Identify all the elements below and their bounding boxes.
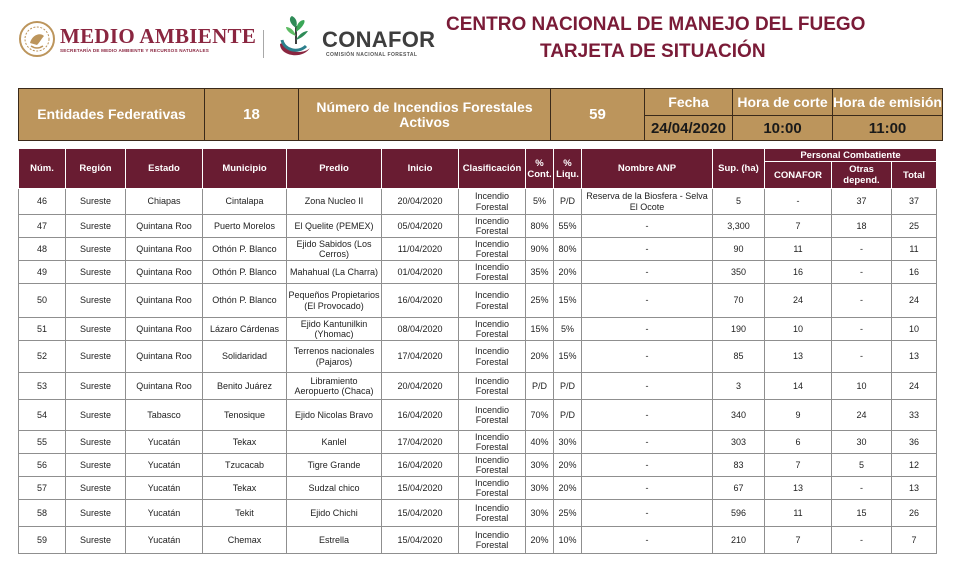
cell-estado: Quintana Roo — [126, 261, 203, 284]
cell-municipio: Lázaro Cárdenas — [203, 318, 287, 341]
cell-estado: Yucatán — [126, 454, 203, 477]
cell-predio: Zona Nucleo II — [287, 189, 382, 215]
table-row — [19, 431, 937, 454]
cell-anp: - — [582, 341, 713, 373]
cell-clasificacion: Incendio Forestal — [459, 215, 526, 238]
cell-inicio: 15/04/2020 — [382, 527, 459, 554]
cell-otras: 30 — [832, 431, 892, 454]
cell-num: 52 — [19, 341, 66, 373]
cell-anp: - — [582, 261, 713, 284]
cell-conafor: 14 — [765, 373, 832, 400]
table-row — [19, 400, 937, 431]
cell-region: Sureste — [66, 400, 126, 431]
header-estado: Estado — [126, 149, 203, 189]
cell-liqu: P/D — [554, 189, 582, 215]
cell-total: 16 — [892, 261, 937, 284]
page-header — [0, 0, 961, 84]
entidades-value: 18 — [205, 89, 299, 141]
cell-conafor: - — [765, 189, 832, 215]
page-title: CENTRO NACIONAL DE MANEJO DEL FUEGO — [446, 14, 866, 35]
header-sup: Sup. (ha) — [713, 149, 765, 189]
conafor-logo — [272, 14, 442, 62]
cell-sup: 5 — [713, 189, 765, 215]
cell-sup: 350 — [713, 261, 765, 284]
header-region: Región — [66, 149, 126, 189]
cell-conafor: 16 — [765, 261, 832, 284]
cell-clasificacion: Incendio Forestal — [459, 527, 526, 554]
table-row — [19, 341, 937, 373]
logo-divider — [263, 30, 264, 58]
cell-conafor: 7 — [765, 527, 832, 554]
fecha-value: 24/04/2020 — [645, 116, 733, 141]
table-row — [19, 238, 937, 261]
cell-liqu: 30% — [554, 431, 582, 454]
cell-clasificacion: Incendio Forestal — [459, 454, 526, 477]
cell-anp: - — [582, 318, 713, 341]
cell-predio: Pequeños Propietarios (El Provocado) — [287, 284, 382, 318]
cell-anp: - — [582, 400, 713, 431]
cell-inicio: 01/04/2020 — [382, 261, 459, 284]
header-cont: % Cont. — [526, 149, 554, 189]
cell-liqu: P/D — [554, 400, 582, 431]
summary-table — [18, 88, 943, 141]
cell-municipio: Tenosique — [203, 400, 287, 431]
cell-region: Sureste — [66, 454, 126, 477]
cell-municipio: Benito Juárez — [203, 373, 287, 400]
cell-conafor: 10 — [765, 318, 832, 341]
cell-liqu: 15% — [554, 284, 582, 318]
cell-total: 37 — [892, 189, 937, 215]
fires-table-body — [19, 189, 937, 554]
cell-municipio: Cintalapa — [203, 189, 287, 215]
cell-otras: 18 — [832, 215, 892, 238]
table-row — [19, 318, 937, 341]
cell-region: Sureste — [66, 341, 126, 373]
cell-estado: Quintana Roo — [126, 215, 203, 238]
header-liqu: % Liqu. — [554, 149, 582, 189]
medio-ambiente-title: MEDIO AMBIENTE — [60, 24, 257, 48]
mexico-seal-icon — [18, 20, 56, 58]
cell-cont: 40% — [526, 431, 554, 454]
cell-sup: 190 — [713, 318, 765, 341]
cell-municipio: Tzucacab — [203, 454, 287, 477]
cell-cont: 30% — [526, 477, 554, 500]
incendios-label: Número de Incendios Forestales Activos — [299, 89, 551, 141]
cell-inicio: 16/04/2020 — [382, 454, 459, 477]
cell-predio: Ejido Nicolas Bravo — [287, 400, 382, 431]
cell-clasificacion: Incendio Forestal — [459, 477, 526, 500]
cell-inicio: 17/04/2020 — [382, 431, 459, 454]
cell-inicio: 20/04/2020 — [382, 189, 459, 215]
hora-emision-value: 11:00 — [833, 116, 943, 141]
table-row — [19, 284, 937, 318]
cell-clasificacion: Incendio Forestal — [459, 431, 526, 454]
cell-num: 49 — [19, 261, 66, 284]
cell-estado: Quintana Roo — [126, 238, 203, 261]
header-inicio: Inicio — [382, 149, 459, 189]
cell-total: 7 — [892, 527, 937, 554]
cell-anp: - — [582, 454, 713, 477]
header-personal: Personal Combatiente — [765, 149, 937, 162]
cell-estado: Quintana Roo — [126, 373, 203, 400]
cell-municipio: Solidaridad — [203, 341, 287, 373]
cell-total: 26 — [892, 500, 937, 527]
cell-total: 12 — [892, 454, 937, 477]
cell-inicio: 15/04/2020 — [382, 477, 459, 500]
entidades-label: Entidades Federativas — [19, 89, 205, 141]
cell-otras: 5 — [832, 454, 892, 477]
incendios-value: 59 — [551, 89, 645, 141]
cell-municipio: Chemax — [203, 527, 287, 554]
cell-conafor: 24 — [765, 284, 832, 318]
cell-conafor: 13 — [765, 477, 832, 500]
cell-conafor: 7 — [765, 454, 832, 477]
cell-cont: 25% — [526, 284, 554, 318]
cell-estado: Yucatán — [126, 477, 203, 500]
table-row — [19, 477, 937, 500]
cell-predio: Estrella — [287, 527, 382, 554]
cell-clasificacion: Incendio Forestal — [459, 261, 526, 284]
cell-municipio: Othón P. Blanco — [203, 261, 287, 284]
header-municipio: Municipio — [203, 149, 287, 189]
cell-predio: Libramiento Aeropuerto (Chaca) — [287, 373, 382, 400]
cell-sup: 303 — [713, 431, 765, 454]
hora-emision-label: Hora de emisión — [833, 89, 943, 116]
cell-cont: 20% — [526, 527, 554, 554]
cell-sup: 83 — [713, 454, 765, 477]
cell-municipio: Othón P. Blanco — [203, 238, 287, 261]
cell-inicio: 11/04/2020 — [382, 238, 459, 261]
cell-liqu: 80% — [554, 238, 582, 261]
cell-anp: - — [582, 431, 713, 454]
cell-otras: 15 — [832, 500, 892, 527]
cell-anp: - — [582, 373, 713, 400]
cell-anp: Reserva de la Biosfera - Selva El Ocote — [582, 189, 713, 215]
cell-conafor: 9 — [765, 400, 832, 431]
cell-predio: Tigre Grande — [287, 454, 382, 477]
cell-cont: 90% — [526, 238, 554, 261]
cell-predio: Kanlel — [287, 431, 382, 454]
cell-liqu: 20% — [554, 261, 582, 284]
cell-otras: - — [832, 341, 892, 373]
cell-region: Sureste — [66, 284, 126, 318]
cell-total: 10 — [892, 318, 937, 341]
cell-region: Sureste — [66, 477, 126, 500]
cell-liqu: P/D — [554, 373, 582, 400]
cell-cont: 35% — [526, 261, 554, 284]
table-row — [19, 215, 937, 238]
cell-sup: 67 — [713, 477, 765, 500]
cell-total: 13 — [892, 477, 937, 500]
cell-estado: Quintana Roo — [126, 318, 203, 341]
conafor-title: CONAFOR — [322, 27, 436, 52]
cell-conafor: 11 — [765, 238, 832, 261]
table-row — [19, 500, 937, 527]
cell-sup: 3 — [713, 373, 765, 400]
cell-liqu: 10% — [554, 527, 582, 554]
cell-otras: - — [832, 238, 892, 261]
cell-conafor: 13 — [765, 341, 832, 373]
cell-clasificacion: Incendio Forestal — [459, 318, 526, 341]
cell-liqu: 15% — [554, 341, 582, 373]
cell-num: 57 — [19, 477, 66, 500]
cell-cont: 30% — [526, 454, 554, 477]
cell-num: 54 — [19, 400, 66, 431]
medio-ambiente-subtitle: SECRETARÍA DE MEDIO AMBIENTE Y RECURSOS NATURALES — [60, 48, 209, 53]
cell-conafor: 6 — [765, 431, 832, 454]
cell-anp: - — [582, 284, 713, 318]
fires-table — [18, 148, 937, 554]
cell-otras: 37 — [832, 189, 892, 215]
cell-cont: P/D — [526, 373, 554, 400]
cell-liqu: 20% — [554, 454, 582, 477]
hora-corte-label: Hora de corte — [733, 89, 833, 116]
header-total: Total — [892, 162, 937, 189]
cell-cont: 80% — [526, 215, 554, 238]
cell-clasificacion: Incendio Forestal — [459, 284, 526, 318]
cell-clasificacion: Incendio Forestal — [459, 189, 526, 215]
cell-num: 53 — [19, 373, 66, 400]
cell-region: Sureste — [66, 215, 126, 238]
table-row — [19, 261, 937, 284]
cell-predio: Ejido Chichi — [287, 500, 382, 527]
cell-predio: Ejido Kantunilkin (Yhomac) — [287, 318, 382, 341]
cell-num: 50 — [19, 284, 66, 318]
cell-municipio: Othón P. Blanco — [203, 284, 287, 318]
cell-inicio: 15/04/2020 — [382, 500, 459, 527]
cell-anp: - — [582, 215, 713, 238]
cell-predio: El Quelite (PEMEX) — [287, 215, 382, 238]
cell-otras: 24 — [832, 400, 892, 431]
header-clasificacion: Clasificación — [459, 149, 526, 189]
header-otras: Otras depend. — [832, 162, 892, 189]
conafor-tree-icon — [272, 14, 324, 62]
cell-region: Sureste — [66, 261, 126, 284]
cell-municipio: Tekax — [203, 431, 287, 454]
table-row — [19, 189, 937, 215]
cell-cont: 70% — [526, 400, 554, 431]
cell-cont: 30% — [526, 500, 554, 527]
cell-predio: Mahahual (La Charra) — [287, 261, 382, 284]
cell-estado: Yucatán — [126, 431, 203, 454]
cell-inicio: 17/04/2020 — [382, 341, 459, 373]
cell-estado: Tabasco — [126, 400, 203, 431]
cell-clasificacion: Incendio Forestal — [459, 341, 526, 373]
page-subtitle: TARJETA DE SITUACIÓN — [540, 41, 766, 62]
cell-total: 25 — [892, 215, 937, 238]
cell-conafor: 11 — [765, 500, 832, 527]
cell-sup: 85 — [713, 341, 765, 373]
cell-otras: - — [832, 284, 892, 318]
cell-sup: 90 — [713, 238, 765, 261]
cell-region: Sureste — [66, 431, 126, 454]
cell-inicio: 16/04/2020 — [382, 284, 459, 318]
cell-cont: 5% — [526, 189, 554, 215]
cell-otras: 10 — [832, 373, 892, 400]
cell-inicio: 20/04/2020 — [382, 373, 459, 400]
cell-cont: 15% — [526, 318, 554, 341]
cell-region: Sureste — [66, 500, 126, 527]
conafor-subtitle: COMISIÓN NACIONAL FORESTAL — [326, 52, 418, 58]
cell-region: Sureste — [66, 238, 126, 261]
cell-sup: 340 — [713, 400, 765, 431]
medio-ambiente-logo — [18, 20, 258, 60]
cell-num: 56 — [19, 454, 66, 477]
cell-sup: 70 — [713, 284, 765, 318]
cell-estado: Quintana Roo — [126, 284, 203, 318]
cell-num: 51 — [19, 318, 66, 341]
header-conafor: CONAFOR — [765, 162, 832, 189]
cell-sup: 3,300 — [713, 215, 765, 238]
header-num: Núm. — [19, 149, 66, 189]
cell-clasificacion: Incendio Forestal — [459, 373, 526, 400]
cell-clasificacion: Incendio Forestal — [459, 238, 526, 261]
cell-inicio: 16/04/2020 — [382, 400, 459, 431]
cell-total: 13 — [892, 341, 937, 373]
cell-num: 55 — [19, 431, 66, 454]
hora-corte-value: 10:00 — [733, 116, 833, 141]
cell-clasificacion: Incendio Forestal — [459, 500, 526, 527]
cell-predio: Terrenos nacionales (Pajaros) — [287, 341, 382, 373]
cell-otras: - — [832, 318, 892, 341]
table-row — [19, 454, 937, 477]
cell-inicio: 05/04/2020 — [382, 215, 459, 238]
cell-otras: - — [832, 527, 892, 554]
cell-municipio: Tekax — [203, 477, 287, 500]
cell-region: Sureste — [66, 189, 126, 215]
table-row — [19, 527, 937, 554]
cell-total: 11 — [892, 238, 937, 261]
cell-municipio: Tekit — [203, 500, 287, 527]
cell-total: 33 — [892, 400, 937, 431]
cell-cont: 20% — [526, 341, 554, 373]
cell-liqu: 55% — [554, 215, 582, 238]
cell-num: 47 — [19, 215, 66, 238]
cell-liqu: 20% — [554, 477, 582, 500]
cell-anp: - — [582, 477, 713, 500]
cell-predio: Sudzal chico — [287, 477, 382, 500]
cell-conafor: 7 — [765, 215, 832, 238]
cell-otras: - — [832, 477, 892, 500]
cell-estado: Yucatán — [126, 500, 203, 527]
cell-total: 24 — [892, 373, 937, 400]
cell-num: 46 — [19, 189, 66, 215]
cell-region: Sureste — [66, 373, 126, 400]
cell-otras: - — [832, 261, 892, 284]
cell-region: Sureste — [66, 527, 126, 554]
cell-predio: Ejido Sabidos (Los Cerros) — [287, 238, 382, 261]
table-row — [19, 373, 937, 400]
cell-clasificacion: Incendio Forestal — [459, 400, 526, 431]
fecha-label: Fecha — [645, 89, 733, 116]
cell-total: 24 — [892, 284, 937, 318]
cell-estado: Quintana Roo — [126, 341, 203, 373]
header-predio: Predio — [287, 149, 382, 189]
cell-num: 48 — [19, 238, 66, 261]
cell-municipio: Puerto Morelos — [203, 215, 287, 238]
cell-liqu: 25% — [554, 500, 582, 527]
cell-estado: Yucatán — [126, 527, 203, 554]
header-anp: Nombre ANP — [582, 149, 713, 189]
cell-sup: 596 — [713, 500, 765, 527]
cell-sup: 210 — [713, 527, 765, 554]
cell-region: Sureste — [66, 318, 126, 341]
cell-total: 36 — [892, 431, 937, 454]
cell-liqu: 5% — [554, 318, 582, 341]
cell-inicio: 08/04/2020 — [382, 318, 459, 341]
cell-anp: - — [582, 527, 713, 554]
cell-anp: - — [582, 500, 713, 527]
cell-num: 59 — [19, 527, 66, 554]
cell-num: 58 — [19, 500, 66, 527]
cell-estado: Chiapas — [126, 189, 203, 215]
cell-anp: - — [582, 238, 713, 261]
